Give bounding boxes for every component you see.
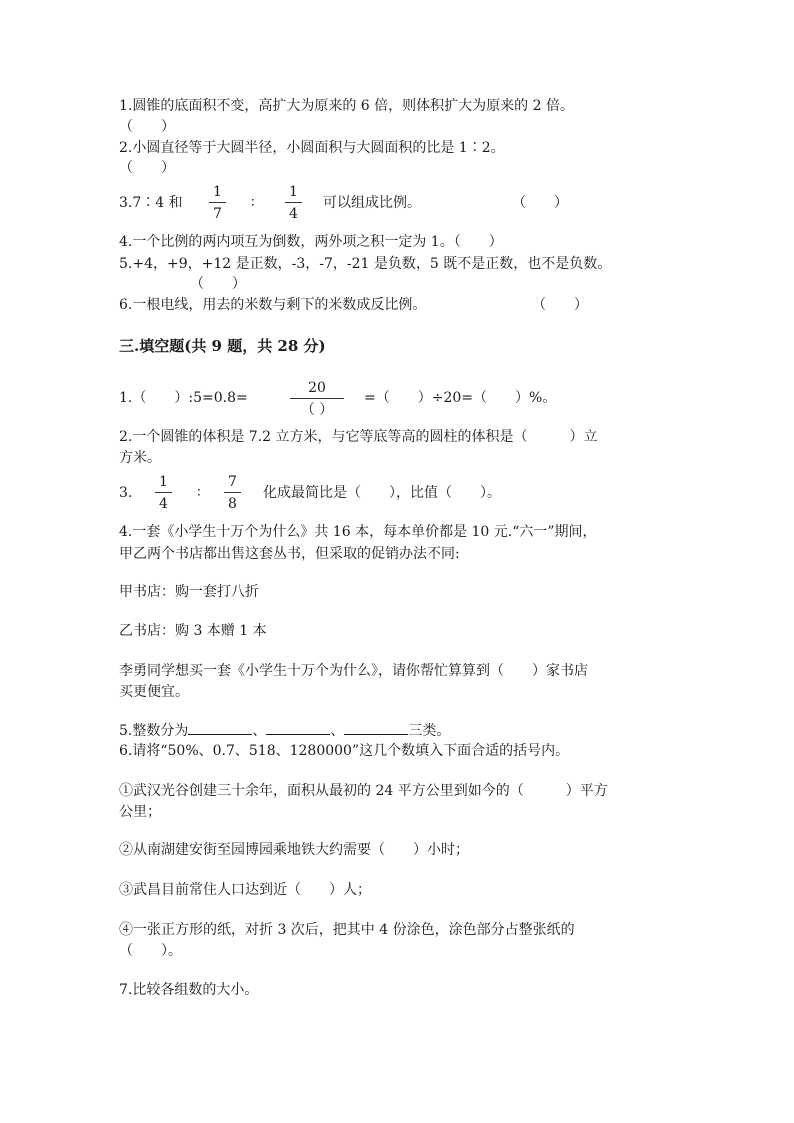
- fill-q4-shop-a: 甲书店：购一套打八折: [119, 584, 259, 600]
- fill-q3-fraction-2: [224, 473, 241, 513]
- judge-q3-prefix: 3.7∶4 和: [119, 195, 183, 211]
- fill-q6-c: ③武昌目前常住人口达到近（ ）人；: [119, 882, 371, 898]
- fill-q5-prefix: 5.整数分为: [119, 723, 189, 739]
- fill-q5: [119, 720, 450, 741]
- fill-q6-text: 6.请将“50%、0.7、518、1280000”这几个数填入下面合适的括号内。: [119, 743, 570, 759]
- judge-q3-fraction-2: [285, 183, 302, 223]
- fill-q2-line-1: 2.一个圆锥的体积是 7.2 立方米，与它等底等高的圆柱的体积是（ ）立: [119, 429, 598, 445]
- fill-q6-a-line-2: 公里；: [119, 804, 161, 820]
- fraction-bar: [209, 202, 226, 203]
- fraction-denominator: 4: [159, 496, 168, 512]
- judge-q6-answer-paren[interactable]: （ ）: [532, 297, 588, 313]
- fraction-numerator: 1: [289, 184, 298, 200]
- fill-q4-shop-b: 乙书店：购 3 本赠 1 本: [119, 623, 267, 639]
- fraction-denominator: 4: [289, 206, 298, 222]
- judge-q3-suffix: 可以组成比例。: [323, 195, 421, 211]
- fill-q3-suffix: 化成最简比是（ ），比值（ ）。: [263, 485, 501, 501]
- fill-q6-d-line-1: ④一张正方形的纸，对折 3 次后，把其中 4 份涂色，涂色部分占整张纸的: [119, 922, 575, 938]
- fill-q6-a-line-1: ①武汉光谷创建三十余年，面积从最初的 24 平方公里到如今的（ ）平方: [119, 783, 608, 799]
- fill-q4-ask-line-2: 买更便宜。: [119, 684, 189, 700]
- fraction-numerator: 1: [159, 474, 168, 490]
- separator: 、: [252, 723, 267, 739]
- judge-q4-text: 4.一个比例的两内项互为倒数，两外项之积一定为 1。（ ）: [119, 234, 503, 250]
- fill-q7-text: 7.比较各组数的大小。: [119, 982, 259, 998]
- judge-q6-text: 6.一根电线，用去的米数与剩下的米数成反比例。: [119, 297, 427, 313]
- fraction-bar: [285, 202, 302, 203]
- judge-q3-answer-paren[interactable]: （ ）: [512, 195, 568, 211]
- fraction-numerator: 1: [213, 184, 222, 200]
- fraction-bar: [155, 492, 172, 493]
- answer-blank-2[interactable]: [266, 720, 330, 735]
- judge-q2-answer-paren[interactable]: （ ）: [119, 160, 175, 176]
- judge-q3-fraction-1: [209, 183, 226, 223]
- judge-q1-text: 1.圆锥的底面积不变，高扩大为原来的 6 倍，则体积扩大为原来的 2 倍。: [119, 98, 574, 114]
- fill-q1-fraction: [290, 379, 344, 419]
- fill-q4-line-1: 4.一套《小学生十万个为什么》共 16 本，每本单价都是 10 元.“六一”期间，: [119, 524, 597, 540]
- fraction-bar: [290, 398, 344, 399]
- fill-q6-d-line-2: （ ）。: [119, 943, 182, 959]
- fraction-denominator: 7: [213, 206, 222, 222]
- fraction-bar: [224, 492, 241, 493]
- fill-q3-colon: ∶: [197, 485, 201, 501]
- fraction-denominator-blank[interactable]: （ ）: [300, 402, 334, 418]
- fill-q4-line-2: 甲乙两个书店都出售这套丛书，但采取的促销办法不同:: [119, 546, 460, 562]
- fill-q1-suffix: =（ ）÷20=（ ）%。: [364, 390, 557, 406]
- judge-q5-answer-paren[interactable]: （ ）: [190, 276, 246, 292]
- judge-q3-colon: ∶: [251, 195, 255, 211]
- separator: 、: [330, 723, 345, 739]
- answer-blank-3[interactable]: [344, 720, 408, 735]
- fill-q3-fraction-1: [155, 473, 172, 513]
- fill-q6-b: ②从南湖建安街至园博园乘地铁大约需要（ ）小时；: [119, 842, 469, 858]
- judge-q1-answer-paren[interactable]: （ ）: [119, 119, 175, 135]
- judge-q5-text: 5.+4，+9，+12 是正数，-3，-7，-21 是负数，5 既不是正数，也不是负数。: [119, 256, 612, 272]
- fraction-numerator: 7: [228, 474, 237, 490]
- fill-q3-prefix: 3.: [119, 485, 133, 501]
- fraction-numerator: 20: [308, 380, 326, 396]
- fill-q4-ask-line-1: 李勇同学想买一套《小学生十万个为什么》，请你帮忙算算到（ ）家书店: [119, 663, 588, 679]
- fill-q5-suffix: 三类。: [408, 723, 451, 739]
- fraction-denominator: 8: [228, 496, 237, 512]
- fill-q2-line-2: 方米。: [119, 450, 161, 466]
- judge-q2-text: 2.小圆直径等于大圆半径，小圆面积与大圆面积的比是 1∶2。: [119, 140, 505, 156]
- section-3-title: 三.填空题(共 9 题，共 28 分): [119, 337, 326, 355]
- answer-blank-1[interactable]: [188, 720, 252, 735]
- fill-q1-prefix: 1.（ ）:5=0.8=: [119, 390, 248, 406]
